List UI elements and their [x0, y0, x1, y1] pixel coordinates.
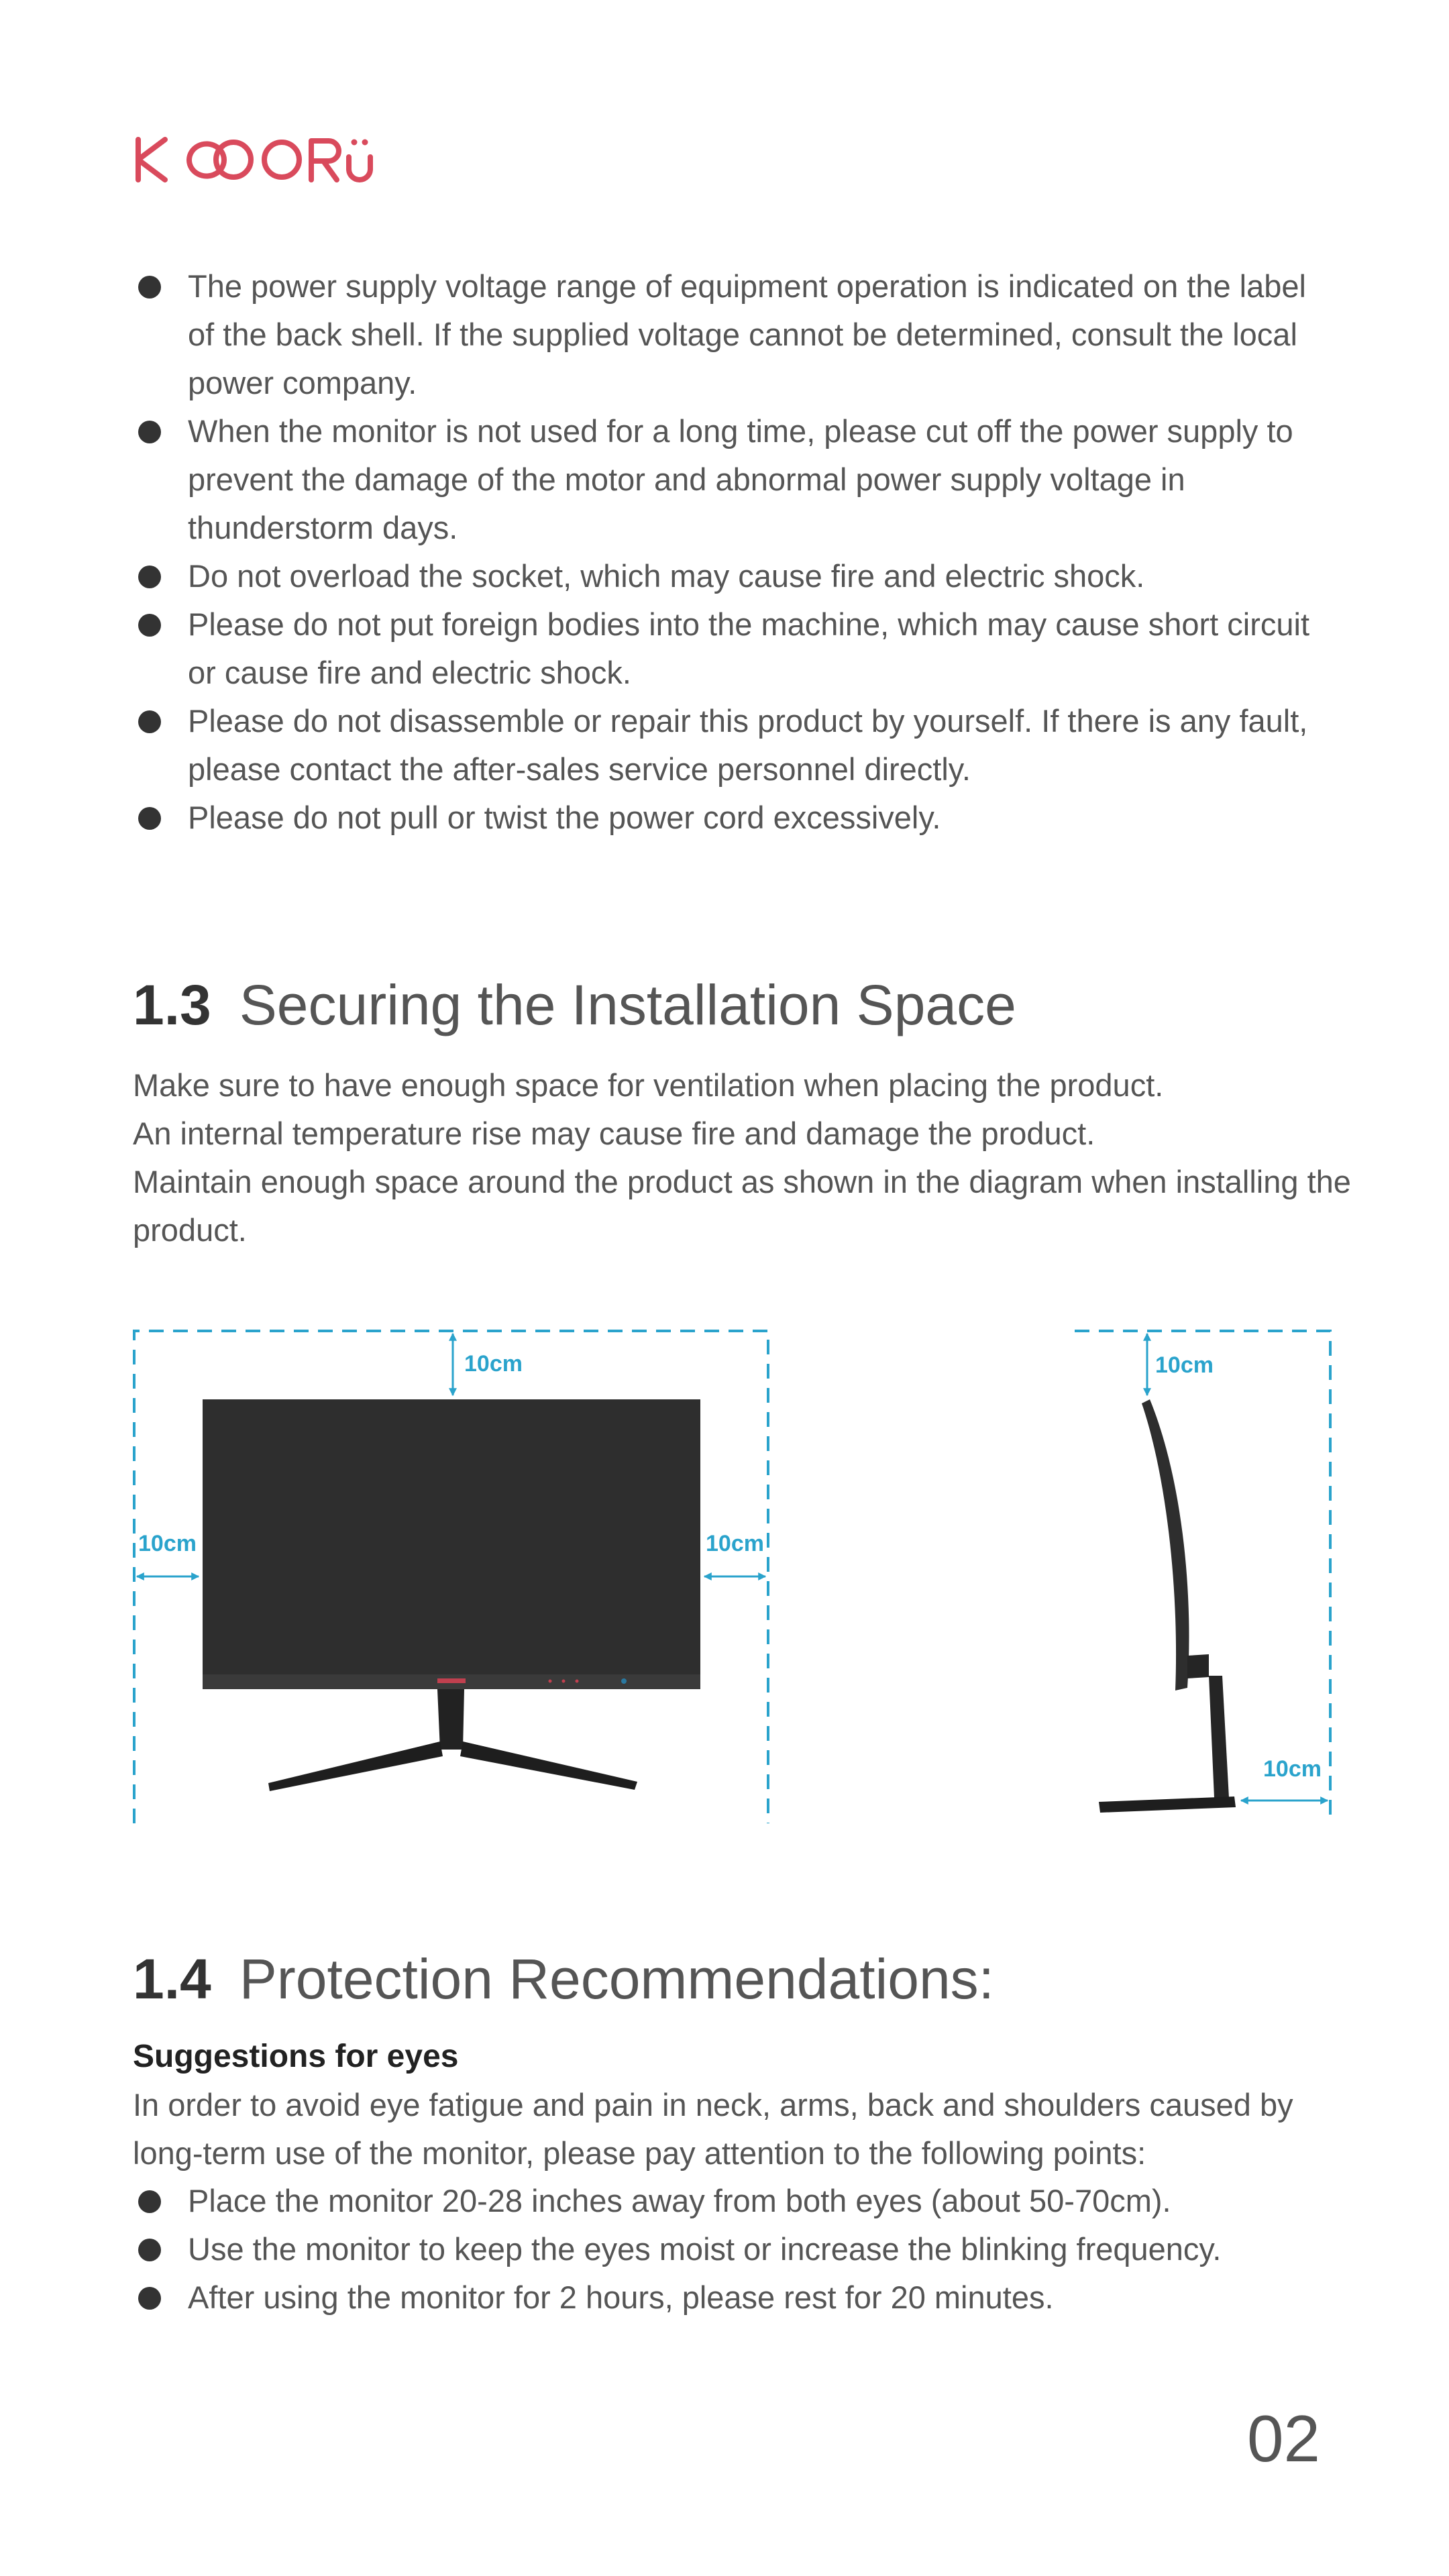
- side-monitor-panel: [1142, 1399, 1189, 1690]
- paragraph-line: An internal temperature rise may cause fire and damage the product.: [133, 1116, 1095, 1151]
- section-title: Protection Recommendations:: [239, 1947, 995, 2010]
- list-item: Please do not disassemble or repair this product by yourself. If there is any fault, please contact the after-sales service personnel directly.: [133, 697, 1340, 794]
- bullet-dot-icon: [138, 710, 161, 733]
- side-back-clearance-label: 10cm: [1263, 1756, 1322, 1782]
- list-item: When the monitor is not used for a long time, please cut off the power supply to prevent the damage of the motor and abnormal power supply voltage in thunderstorm days.: [133, 407, 1340, 552]
- section-heading-installation-space: [133, 971, 1016, 1038]
- section-number: 1.4: [133, 1947, 211, 2010]
- bullet-dot-icon: [138, 2287, 161, 2310]
- bullet-dot-icon: [138, 614, 161, 637]
- front-right-clearance-label: 10cm: [706, 1531, 764, 1556]
- monitor-logo-mark: [437, 1678, 466, 1683]
- front-view: [134, 1331, 768, 1823]
- list-item: Do not overload the socket, which may cause fire and electric shock.: [133, 552, 1340, 600]
- bullet-dot-icon: [138, 276, 161, 299]
- koorui-logo: [133, 133, 381, 186]
- paragraph-line: Make sure to have enough space for ventilation when placing the product.: [133, 1067, 1164, 1103]
- eyes-bullet-list: [133, 2177, 1340, 2322]
- front-top-clearance-label: 10cm: [464, 1351, 523, 1377]
- section-number: 1.3: [133, 973, 211, 1036]
- side-stand-arm: [1209, 1676, 1229, 1798]
- monitor-stand-left-leg: [268, 1741, 443, 1791]
- side-monitor-hinge: [1187, 1654, 1209, 1678]
- bullet-dot-icon: [138, 566, 161, 588]
- section-title: Securing the Installation Space: [239, 973, 1016, 1036]
- list-item: Please do not put foreign bodies into the machine, which may cause short circuit or cause fire and electric shock.: [133, 600, 1340, 697]
- eyes-subheading: Suggestions for eyes: [133, 2039, 459, 2074]
- list-item: After using the monitor for 2 hours, please rest for 20 minutes.: [133, 2273, 1340, 2322]
- bullet-dot-icon: [138, 2190, 161, 2213]
- list-item: Please do not pull or twist the power cord excessively.: [133, 794, 1340, 842]
- bullet-dot-icon: [138, 2239, 161, 2261]
- list-item: The power supply voltage range of equipment operation is indicated on the label of the back shell. If the supplied voltage cannot be determined, consult the local power company.: [133, 262, 1340, 407]
- safety-bullet-list: [133, 262, 1340, 842]
- side-stand-base: [1099, 1796, 1236, 1813]
- list-item: Place the monitor 20-28 inches away from both eyes (about 50-70cm).: [133, 2177, 1340, 2225]
- eyes-intro-paragraph: In order to avoid eye fatigue and pain in neck, arms, back and shoulders caused by long-term use of the monitor, please pay attention to the following points:: [133, 2087, 1293, 2171]
- clearance-diagram: [127, 1320, 1335, 1830]
- list-item: Use the monitor to keep the eyes moist or increase the blinking frequency.: [133, 2225, 1340, 2273]
- side-view: [1075, 1331, 1330, 1823]
- paragraph-line: Maintain enough space around the product as shown in the diagram when installing the product.: [133, 1164, 1351, 1248]
- bullet-dot-icon: [138, 807, 161, 830]
- page-number: 02: [1246, 2402, 1320, 2475]
- side-clearance-boundary: [1075, 1331, 1330, 1823]
- installation-space-paragraph: [133, 1061, 1354, 1254]
- side-top-clearance-label: 10cm: [1155, 1352, 1214, 1378]
- bullet-dot-icon: [138, 421, 161, 443]
- section-heading-protection: [133, 1945, 994, 2012]
- monitor-stand-right-leg: [460, 1741, 637, 1790]
- front-left-clearance-label: 10cm: [138, 1531, 197, 1556]
- monitor-stand-neck: [437, 1689, 464, 1750]
- monitor-screen: [203, 1399, 700, 1682]
